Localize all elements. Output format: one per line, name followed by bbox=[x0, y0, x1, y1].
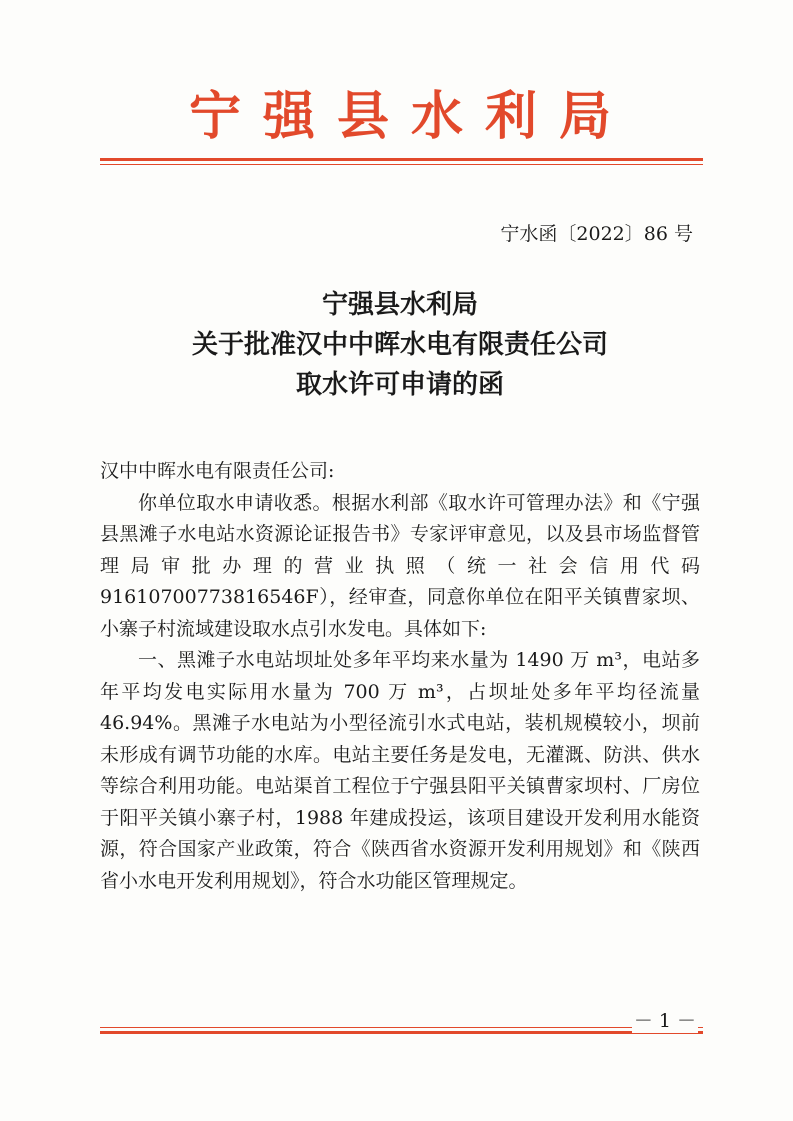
page-number: － 1 － bbox=[633, 1010, 696, 1032]
document-number: 宁水函〔2022〕86 号 bbox=[500, 223, 693, 245]
letterhead-org-name: 宁强县水利局 bbox=[188, 86, 633, 147]
letter-title-line-3: 取水许可申请的函 bbox=[295, 370, 504, 400]
body-paragraph-2: 一、黑滩子水电站坝址处多年平均来水量为 1490 万 m³，电站多年平均发电实际用水量为 700 万 m³，占坝址处多年平均径流量 46.94%。黑滩子水电站为小型径流引水式电站，装机规模较小，坝前未形成有调节功能的水库。电站主要任务是发电，无灌溉、防洪、供水等综合利用功能。电站渠首工程位于宁强县阳平关镇曹家坝村、厂房位于阳平关镇小寨子村，1988 年建成投运，该项目建设开发利用水能资源，符合国家产业政策，符合《陕西省水资源开发利用规划》和《陕西省小水电开发利用规划》，符合水功能区管理规定。 bbox=[100, 649, 700, 892]
letter-title-line-1: 宁强县水利局 bbox=[321, 290, 478, 320]
footer-rule-thin bbox=[100, 1027, 703, 1028]
body-paragraph-1: 你单位取水申请收悉。根据水利部《取水许可管理办法》和《宁强县黑滩子水电站水资源论证报告书》专家评审意见，以及县市场监督管理局审批办理的营业执照（统一社会信用代码91610700773816546F），经审查，同意你单位在阳平关镇曹家坝、小寨子村流域建设取水点引水发电。具体如下: bbox=[100, 491, 700, 640]
letter-title-line-2: 关于批准汉中中晖水电有限责任公司 bbox=[191, 330, 608, 360]
letterhead-rule-thin bbox=[100, 164, 703, 165]
letter-title bbox=[100, 285, 700, 405]
letterhead-rule-thick bbox=[100, 158, 703, 161]
salutation: 汉中中晖水电有限责任公司: bbox=[100, 460, 335, 482]
footer-rule-thick bbox=[100, 1031, 703, 1034]
letter-body bbox=[100, 456, 700, 897]
